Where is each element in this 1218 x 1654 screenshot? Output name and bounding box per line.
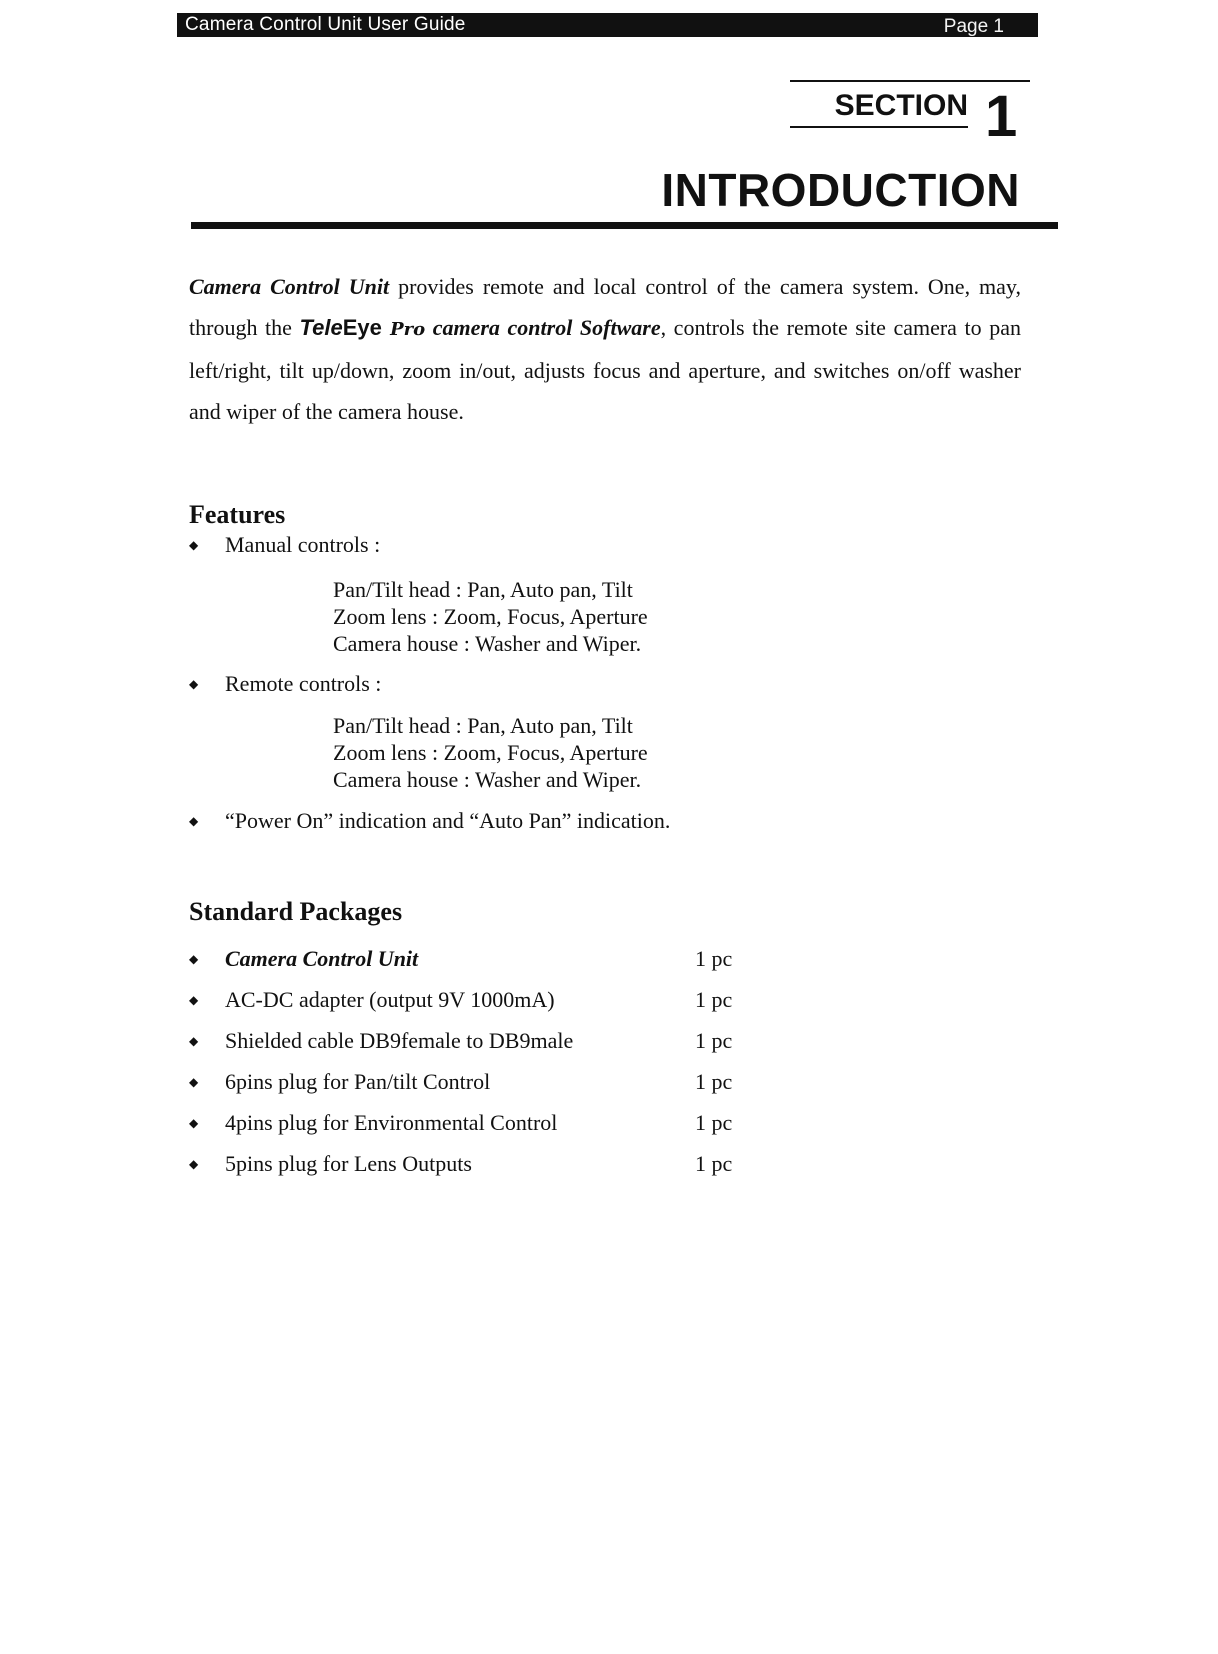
- section-label: SECTION: [790, 88, 968, 128]
- package-name: 4pins plug for Environmental Control: [225, 1110, 558, 1135]
- software-name: camera control Software: [425, 315, 661, 340]
- package-item: [189, 986, 732, 1016]
- package-name: 5pins plug for Lens Outputs: [225, 1151, 472, 1176]
- package-item: [189, 1150, 732, 1180]
- brand-logo: [300, 315, 426, 340]
- package-quantity: 1 pc: [695, 987, 733, 1012]
- brand-eye: Eye: [342, 315, 382, 340]
- intro-text-2: , controls the remote site camera to pan left/right, tilt up/down, zoom in/out, adjusts focus and aperture, and switches on/off washer and wiper of the camera house.: [189, 315, 1022, 424]
- intro-text-1: provides remote and local control of the camera system. One, may, through the: [189, 274, 1022, 340]
- feature-detail: Zoom lens : Zoom, Focus, Aperture: [333, 740, 648, 765]
- feature-label: “Power On” indication and “Auto Pan” indication.: [225, 808, 671, 833]
- page-number: Page 1: [943, 16, 1004, 37]
- feature-item: [189, 807, 670, 837]
- brand-pro: Pro: [390, 319, 426, 340]
- document-title: Camera Control Unit User Guide: [185, 14, 466, 35]
- feature-item: [189, 670, 381, 700]
- feature-detail: Zoom lens : Zoom, Focus, Aperture: [333, 604, 648, 629]
- package-item: [189, 945, 732, 975]
- bullet-icon: ◆: [189, 537, 199, 552]
- package-item: [189, 1109, 732, 1139]
- bullet-icon: ◆: [189, 676, 199, 691]
- page-header: [177, 13, 1038, 37]
- section-number: 1: [985, 84, 1018, 149]
- package-name: Camera Control Unit: [225, 946, 419, 971]
- intro-paragraph: [189, 266, 1021, 432]
- bullet-icon: ◆: [189, 951, 199, 966]
- feature-detail: Pan/Tilt head : Pan, Auto pan, Tilt: [333, 577, 633, 602]
- features-heading: Features: [189, 500, 286, 529]
- feature-item: [189, 531, 380, 561]
- package-item: [189, 1068, 732, 1098]
- bullet-icon: ◆: [189, 1033, 199, 1048]
- package-quantity: 1 pc: [695, 1110, 733, 1135]
- feature-label: Remote controls :: [225, 671, 382, 696]
- product-name: Camera Control Unit: [189, 274, 390, 299]
- package-item: [189, 1027, 732, 1057]
- package-quantity: 1 pc: [695, 1069, 733, 1094]
- bullet-icon: ◆: [189, 1115, 199, 1130]
- brand-tele: Tele: [299, 315, 343, 340]
- feature-detail: Camera house : Washer and Wiper.: [333, 631, 642, 656]
- feature-details: [333, 576, 648, 657]
- package-name: AC-DC adapter (output 9V 1000mA): [225, 987, 555, 1012]
- title-divider: [191, 222, 1058, 229]
- bullet-icon: ◆: [189, 1074, 199, 1089]
- package-quantity: 1 pc: [695, 1151, 733, 1176]
- package-name: Shielded cable DB9female to DB9male: [225, 1028, 574, 1053]
- package-name: 6pins plug for Pan/tilt Control: [225, 1069, 491, 1094]
- bullet-icon: ◆: [189, 992, 199, 1007]
- feature-label: Manual controls :: [225, 532, 381, 557]
- bullet-icon: ◆: [189, 813, 199, 828]
- package-quantity: 1 pc: [695, 1028, 733, 1053]
- feature-details: [333, 712, 648, 793]
- packages-heading: Standard Packages: [189, 897, 403, 926]
- package-quantity: 1 pc: [695, 946, 733, 971]
- feature-detail: Camera house : Washer and Wiper.: [333, 767, 642, 792]
- feature-detail: Pan/Tilt head : Pan, Auto pan, Tilt: [333, 713, 633, 738]
- chapter-title: INTRODUCTION: [661, 164, 1020, 216]
- bullet-icon: ◆: [189, 1156, 199, 1171]
